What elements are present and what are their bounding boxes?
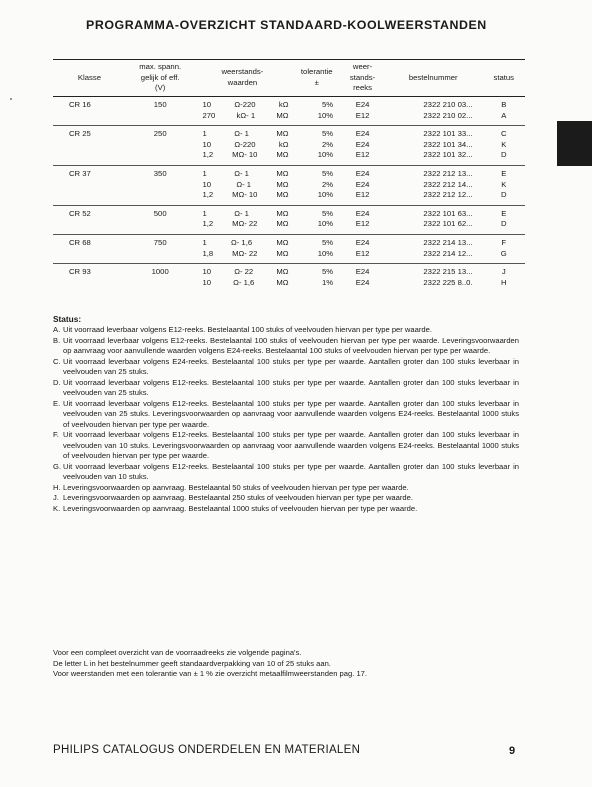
series-value: E12 — [355, 110, 370, 120]
page-title: PROGRAMMA-OVERZICHT STANDAARD-KOOLWEERSTANDEN — [86, 18, 487, 32]
status-description: Leveringsvoorwaarden op aanvraag. Bestelaantal 250 stuks of veelvouden hiervan per type per waarde. — [63, 493, 413, 502]
cell-waarden — [193, 264, 293, 291]
status-letter: D. — [53, 377, 61, 387]
tolerance-value: 10% — [317, 219, 334, 229]
cell-reeks — [341, 234, 384, 263]
header-spanning — [128, 60, 193, 97]
status-letter: A. — [53, 325, 61, 334]
cell-klasse: CR 16 — [69, 100, 91, 109]
cell-bestelnummer — [384, 205, 483, 234]
value-unit: kΩ — [278, 139, 289, 149]
status-code: J — [501, 267, 506, 277]
header-spanning-line: max. spann. — [139, 62, 182, 72]
cell-bestelnummer — [384, 264, 483, 291]
table-row — [53, 97, 525, 126]
value-unit: MΩ — [276, 129, 289, 139]
table-row — [53, 234, 525, 263]
cell-waarden — [193, 234, 293, 263]
status-legend — [53, 325, 519, 514]
cell-tolerantie — [292, 97, 341, 126]
header-waarden — [193, 60, 293, 97]
paper-speck — [10, 98, 12, 100]
status-description: Uit voorraad leverbaar volgens E12-reeks. Bestelaantal 100 stuks of veelvouden hiervan per type per waarde. Leveringsvoorwaarden op aanvraag voor aanvullende waarden volgens E24-reeks. Bestelaantal 100 stuks of veelvouden hiervan per type per waarde. — [63, 335, 519, 355]
value-to: kΩ- 1 — [236, 110, 256, 120]
list-item — [53, 483, 519, 494]
status-letter: K. — [53, 503, 61, 513]
resistor-program-table — [53, 59, 525, 290]
list-item — [53, 504, 519, 515]
tolerance-value: 5% — [322, 237, 334, 247]
status-code: G — [500, 248, 507, 258]
header-reeks — [341, 60, 384, 97]
cell-tolerantie — [292, 165, 341, 205]
value-to: Ω- 1 — [236, 179, 252, 189]
value-to: Ω- 1,6 — [233, 277, 255, 287]
cell-spanning: 150 — [153, 100, 167, 109]
cell-klasse: CR 93 — [53, 264, 128, 291]
status-letter: B. — [53, 335, 61, 345]
cell-waarden — [193, 205, 293, 234]
series-value: E12 — [355, 150, 370, 160]
order-number: 2322 225 8..0. — [423, 277, 473, 287]
status-code: D — [501, 219, 507, 229]
status-heading: Status: — [53, 314, 82, 324]
value-to: Ω- 1 — [234, 129, 249, 139]
series-value: E24 — [355, 208, 370, 218]
series-value: E24 — [355, 237, 370, 247]
list-item — [53, 493, 519, 504]
series-value: E24 — [355, 129, 370, 139]
cell-tolerantie — [292, 264, 341, 291]
value-from: 1 — [202, 129, 207, 139]
list-item — [53, 378, 519, 399]
tolerance-value: 10% — [317, 248, 334, 258]
status-description: Uit voorraad leverbaar volgens E24-reeks. Bestelaantal 100 stuks per type per waarde. Aantallen groter dan 100 stuks leverbaar in veelvouden van 25 stuks. — [63, 356, 519, 376]
status-code: E — [501, 208, 507, 218]
header-tolerantie — [292, 60, 341, 97]
status-code: D — [501, 150, 507, 160]
series-value: E24 — [355, 277, 370, 287]
cell-klasse: CR 68 — [53, 234, 128, 263]
cell-klasse: CR 37 — [53, 165, 128, 205]
header-spanning-line: (V) — [155, 83, 166, 93]
header-spanning-line: gelijk of eff. — [140, 72, 180, 82]
series-value: E12 — [355, 190, 370, 200]
value-unit: MΩ — [276, 277, 289, 287]
cell-status — [483, 234, 525, 263]
order-number: 2322 212 13... — [423, 168, 473, 178]
value-to: Ω- 1,6 — [230, 237, 253, 247]
cell-reeks — [341, 264, 384, 291]
list-item — [53, 325, 519, 336]
value-from: 1 — [202, 237, 207, 247]
header-waarden-line: weerstands- — [221, 67, 264, 77]
value-from: 1,2 — [202, 190, 214, 200]
cell-klasse: CR 52 — [53, 205, 128, 234]
order-number: 2322 214 13... — [423, 237, 473, 247]
tolerance-value: 5% — [322, 100, 334, 109]
order-number: 2322 101 62... — [423, 219, 473, 229]
footnote-line: Voor een compleet overzicht van de voorraadreeks zie volgende pagina's. — [53, 648, 302, 657]
status-code: A — [501, 110, 507, 120]
series-value: E24 — [355, 168, 370, 178]
table-row — [53, 264, 525, 291]
status-description: Leveringsvoorwaarden op aanvraag. Bestelaantal 50 stuks of veelvouden hiervan per type per waarde. — [63, 482, 409, 492]
cell-status — [483, 165, 525, 205]
cell-waarden — [193, 97, 293, 126]
header-bestelnummer: bestelnummer — [384, 60, 483, 97]
value-to: MΩ- 10 — [232, 150, 258, 160]
status-code: K — [501, 139, 507, 149]
cell-status — [483, 97, 525, 126]
section-tab-marker — [557, 121, 592, 166]
order-number: 2322 101 32... — [423, 150, 473, 160]
series-value: E24 — [355, 139, 370, 149]
cell-tolerantie — [292, 205, 341, 234]
table-header-row — [53, 60, 525, 97]
list-item — [53, 357, 519, 378]
page-number: 9 — [509, 745, 516, 757]
status-code: E — [501, 168, 507, 178]
value-unit: MΩ — [276, 168, 289, 178]
cell-spanning: 250 — [128, 126, 193, 166]
status-letter: H. — [53, 482, 61, 492]
cell-spanning: 1000 — [128, 264, 193, 291]
value-unit: MΩ — [276, 248, 289, 258]
list-item — [53, 399, 519, 431]
value-from: 10 — [202, 100, 212, 109]
footnote-line: De letter L in het bestelnummer geeft standaardverpakking van 10 of 25 stuks aan. — [53, 658, 331, 668]
list-item — [53, 336, 519, 357]
status-letter: C. — [53, 356, 61, 366]
status-code: C — [501, 129, 507, 139]
series-value: E24 — [355, 179, 370, 189]
tolerance-value: 10% — [317, 150, 334, 160]
header-klasse: Klasse — [53, 60, 128, 97]
status-letter: F. — [53, 430, 59, 439]
order-number: 2322 212 14... — [423, 179, 473, 189]
series-value: E12 — [355, 219, 370, 229]
value-unit: MΩ — [276, 190, 289, 200]
value-unit: MΩ — [276, 237, 289, 247]
value-from: 10 — [202, 267, 212, 277]
cell-waarden — [193, 126, 293, 166]
status-code: D — [501, 190, 507, 200]
cell-waarden — [193, 165, 293, 205]
catalog-footer: PHILIPS CATALOGUS ONDERDELEN EN MATERIALEN — [53, 744, 361, 756]
value-from: 10 — [202, 179, 212, 189]
order-number: 2322 101 34... — [423, 139, 473, 149]
value-unit: MΩ — [276, 267, 289, 277]
value-from: 1,2 — [202, 150, 214, 160]
tolerance-value: 10% — [317, 110, 334, 120]
value-unit: kΩ — [278, 100, 289, 109]
header-waarden-line: waarden — [227, 78, 258, 87]
table-row — [53, 165, 525, 205]
table-row — [53, 126, 525, 166]
cell-status — [483, 264, 525, 291]
value-unit: MΩ — [276, 219, 289, 229]
order-number: 2322 212 12... — [423, 190, 473, 200]
cell-spanning: 500 — [128, 205, 193, 234]
header-tolerantie-line: tolerantie — [300, 67, 333, 77]
table-row — [53, 205, 525, 234]
tolerance-value: 5% — [322, 267, 334, 277]
header-reeks-line: weer- — [352, 62, 373, 72]
list-item — [53, 430, 519, 462]
status-description: Uit voorraad leverbaar volgens E12-reeks. Bestelaantal 100 stuks per type per waarde. Aantallen groter dan 100 stuks leverbaar in veelvouden van 10 stuks. Leveringsvoorwaarden op aanvraag voor aanvullende waarden volgens E24-reeks. Bestelaantal 1000 stuks of veelvouden hiervan per type per waarde. — [63, 430, 519, 460]
tolerance-value: 2% — [322, 179, 334, 189]
cell-bestelnummer — [384, 126, 483, 166]
cell-spanning: 350 — [128, 165, 193, 205]
cell-spanning: 750 — [128, 234, 193, 263]
status-description: Leveringsvoorwaarden op aanvraag. Bestelaantal 1000 stuks of veelvouden hiervan per type per waarde. — [63, 503, 418, 513]
cell-status — [483, 126, 525, 166]
value-to: Ω-220 — [234, 100, 256, 109]
order-number: 2322 101 63... — [423, 208, 473, 218]
series-value: E24 — [355, 100, 370, 109]
status-code: B — [501, 100, 507, 109]
value-unit: MΩ — [276, 208, 289, 218]
value-from: 1 — [202, 208, 207, 218]
cell-bestelnummer — [384, 97, 483, 126]
status-code: H — [501, 277, 507, 287]
cell-status — [483, 205, 525, 234]
tolerance-value: 1% — [322, 277, 334, 287]
order-number: 2322 214 12... — [423, 248, 473, 258]
value-from: 10 — [202, 139, 212, 149]
value-to: MΩ- 10 — [232, 190, 258, 200]
cell-tolerantie — [292, 234, 341, 263]
tolerance-value: 2% — [322, 139, 334, 149]
cell-bestelnummer — [384, 234, 483, 263]
order-number: 2322 210 02... — [423, 110, 473, 120]
series-value: E24 — [355, 267, 370, 277]
header-status: status — [483, 60, 525, 97]
value-unit: MΩ — [276, 179, 289, 189]
cell-reeks — [341, 165, 384, 205]
status-code: K — [501, 179, 507, 189]
header-reeks-line: stands- — [349, 72, 376, 82]
order-number: 2322 101 33... — [423, 129, 473, 139]
footnote-line: Voor weerstanden met een tolerantie van ± 1 % zie overzicht metaalfilmweerstanden pag. 17. — [53, 669, 367, 679]
footnotes — [53, 648, 523, 680]
value-to: Ω- 22 — [234, 267, 254, 277]
list-item — [53, 462, 519, 483]
status-description: Uit voorraad leverbaar volgens E12-reeks. Bestelaantal 100 stuks of veelvouden hiervan per type per waarde. — [63, 325, 432, 334]
value-unit: MΩ — [276, 110, 289, 120]
status-letter: J. — [53, 493, 59, 502]
status-letter: E. — [53, 398, 61, 408]
series-value: E12 — [355, 248, 370, 258]
value-from: 270 — [202, 110, 216, 120]
order-number: 2322 210 03... — [423, 100, 473, 109]
value-from: 1,2 — [202, 219, 214, 229]
order-number: 2322 215 13... — [423, 267, 473, 277]
value-to: Ω- 1 — [234, 208, 249, 218]
tolerance-value: 5% — [322, 129, 334, 139]
cell-reeks — [341, 205, 384, 234]
value-from: 1,8 — [202, 248, 214, 258]
value-from: 10 — [202, 277, 212, 287]
status-description: Uit voorraad leverbaar volgens E12-reeks. Bestelaantal 100 stuks per type per waarde. Aantallen groter dan 100 stuks leverbaar in veelvouden van 25 stuks. Leveringsvoorwaarden op aanvraag voor aanvullende waarden volgens E24-reeks. Bestelaantal 1000 stuks of veelvouden hiervan per type per waarde. — [63, 398, 519, 429]
header-reeks-line: reeks — [353, 83, 372, 93]
cell-reeks — [341, 97, 384, 126]
value-to: Ω-220 — [234, 139, 256, 149]
cell-tolerantie — [292, 126, 341, 166]
status-letter: G. — [53, 461, 62, 471]
tolerance-value: 5% — [322, 208, 334, 218]
header-tolerantie-line: ± — [314, 78, 319, 87]
cell-reeks — [341, 126, 384, 166]
value-to: MΩ- 22 — [232, 219, 258, 229]
value-to: MΩ- 22 — [232, 248, 258, 258]
tolerance-value: 10% — [317, 190, 334, 200]
status-code: F — [501, 237, 507, 247]
value-to: Ω- 1 — [234, 168, 249, 178]
tolerance-value: 5% — [322, 168, 334, 178]
value-from: 1 — [202, 168, 207, 178]
cell-bestelnummer — [384, 165, 483, 205]
status-description: Uit voorraad leverbaar volgens E12-reeks. Bestelaantal 100 stuks per type per waarde. Aantallen groter dan 100 stuks leverbaar in veelvouden van 10 stuks. — [63, 461, 519, 481]
value-unit: MΩ — [276, 150, 289, 160]
status-description: Uit voorraad leverbaar volgens E12-reeks. Bestelaantal 100 stuks per type per waarde. Aantallen groter dan 100 stuks leverbaar in veelvouden van 25 stuks. — [63, 377, 519, 397]
cell-klasse: CR 25 — [53, 126, 128, 166]
